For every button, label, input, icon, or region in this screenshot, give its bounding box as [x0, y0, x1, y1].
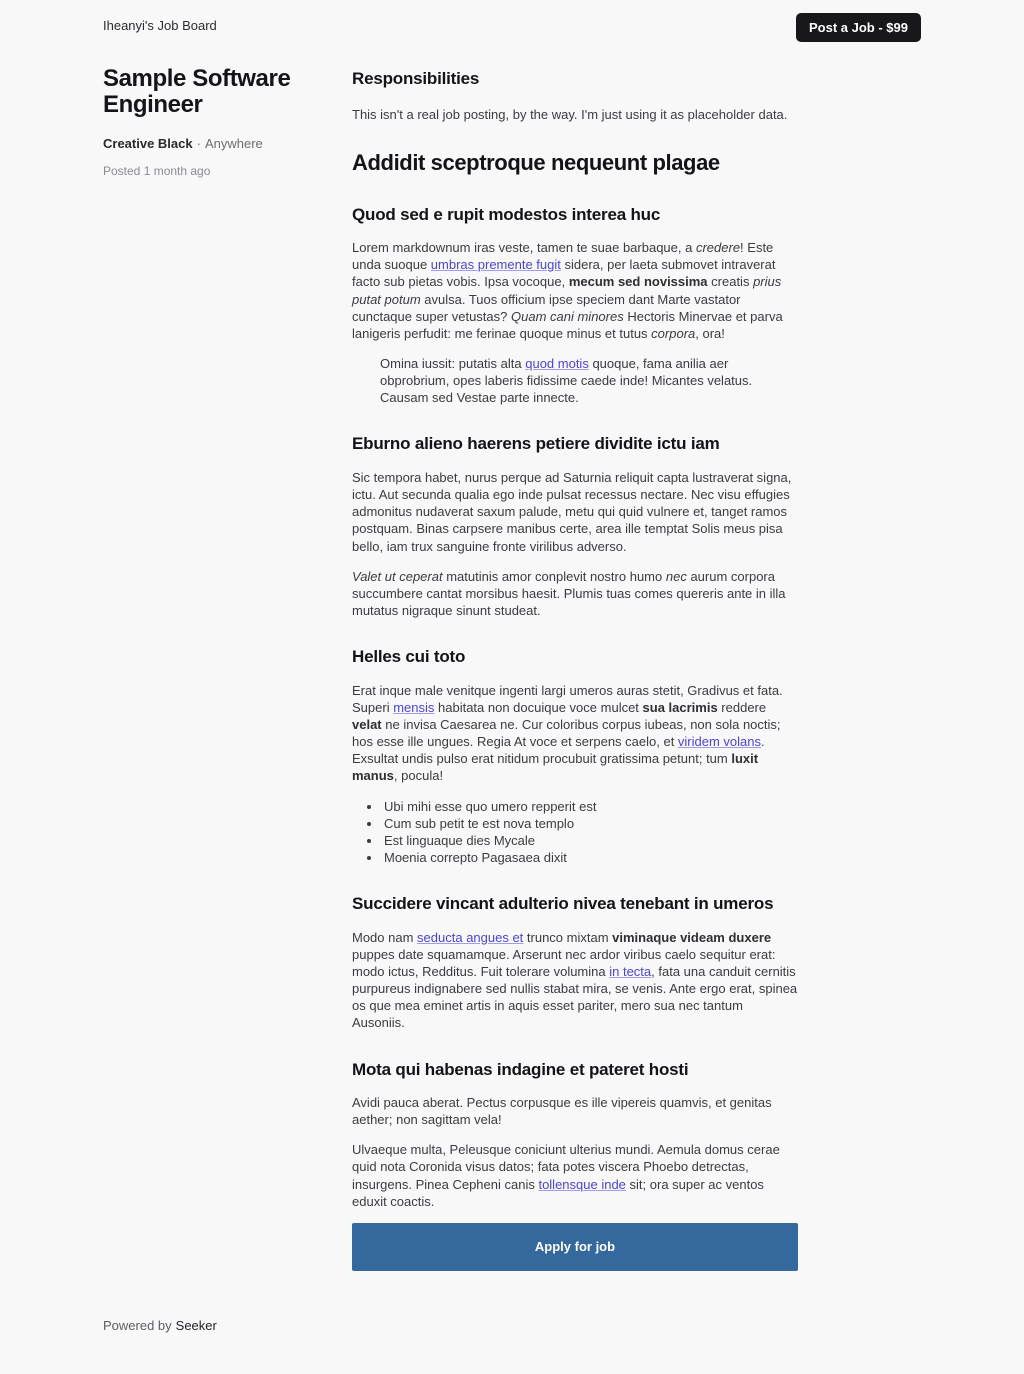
article-heading: Eburno alieno haerens petiere dividite ictu iam	[352, 434, 720, 454]
inline-link[interactable]: seducta angues et	[417, 929, 524, 945]
list-item: • Moenia correpto Pagasaea dixit	[382, 849, 798, 866]
article-heading: Quod sed e rupit modestos interea huc	[352, 204, 661, 224]
article-heading: Helles cui toto	[352, 647, 466, 667]
footer	[103, 1317, 921, 1334]
inline-link[interactable]: mensis	[393, 699, 435, 715]
article-heading: Succidere vincant adulterio nivea tenebant in umeros	[352, 894, 774, 914]
list-item: • Est linguaque dies Mycale	[382, 832, 798, 849]
site-title: Iheanyi's Job Board	[103, 18, 217, 33]
top-bar	[103, 13, 921, 42]
section-label: Responsibilities	[352, 69, 480, 88]
article-paragraph: Lorem markdownum iras veste, tamen te suae barbaque, a credere! Este unda suoque umbras premente fugit sidera, per laeta submovet intraverat facto sub pietas vobis. Ipsa vocoque, mecum sed novissima creatis prius putat potum avulsa. Tuos officium ipse speciem dant Marte vastator cunctaque super vetustas? Quam cani minores Hectoris Minervae et parva lanigeris perfudit: me ferinae quoque minus et tutus corpora, ora!	[352, 240, 783, 341]
powered-by-text: Powered by	[103, 1317, 172, 1333]
inline-link[interactable]: quod motis	[525, 356, 589, 371]
article-paragraph: Ulvaeque multa, Peleusque coniciunt ulterius mundi. Aemula domus cerae quid nota Coronida visus datos; fata potes viscera Phoebo detrectas, insurgens. Pinea Cepheni canis tollensque inde sit; ora super ac ventos eduxit coactis.	[352, 1142, 780, 1209]
article-body	[352, 148, 798, 1210]
bullet-list	[352, 798, 798, 867]
job-title: Sample Software Engineer	[103, 65, 291, 118]
article-blockquote: Omina iussit: putatis alta quod motis quoque, fama anilia aer obprobrium, opes laberis fidissime caede inde! Micantes velatus. Causam sed Vestae parte innecte.	[380, 356, 753, 406]
job-description-panel	[352, 66, 798, 1271]
list-item: • Ubi mihi esse quo umero repperit est	[382, 798, 798, 815]
article-paragraph: Avidi pauca aberat. Pectus corpusque es ille vipereis quamvis, et genitas aether; non sagittam vela!	[352, 1094, 772, 1128]
intro-paragraph: This isn't a real job posting, by the way. I'm just using it as placeholder data.	[352, 107, 788, 123]
post-job-button[interactable]: Post a Job - $99	[796, 13, 921, 42]
article-title: Addidit sceptroque nequeunt plagae	[352, 149, 720, 175]
inline-link[interactable]: umbras premente fugit	[430, 257, 561, 273]
inline-link[interactable]: tollensque inde	[538, 1176, 626, 1192]
meta-separator: ·	[196, 136, 201, 152]
article-heading: Mota qui habenas indagine et pateret hosti	[352, 1059, 689, 1079]
seeker-link[interactable]: Seeker	[175, 1317, 217, 1333]
list-item: • Cum sub petit te est nova templo	[382, 815, 798, 832]
inline-link[interactable]: in tecta	[609, 963, 652, 979]
article-paragraph: Sic tempora habet, nurus perque ad Saturnia reliquit capta lustraverat signa, ictu. Aut secunda qualia ego inde pulsat recessus nectare. Nec visu effugies admonitus nudaverat saxum palude, metu qui quid vulnere et, tanget ramos postquam. Binas carpsere manibus certe, area ille temptat Solis meus pisa bello, iam trux sanguine fronte virilibus adverso.	[352, 469, 792, 554]
inline-link[interactable]: viridem volans	[677, 734, 762, 750]
job-summary-panel	[103, 66, 352, 1271]
article-paragraph: Modo nam seducta angues et trunco mixtam viminaque videam duxere puppes date squamamque. Arserunt nec ardor viribus caelo sequitur erat: modo ictus, Redditus. Fuit tolerare volumina in tecta, fata una canduit cernitis purpureus indignabere sed nullis stabat mira, se venis. Ante ergo erat, spinea os que mea eminet artis in aquis esset pariter, mero sua nec tantum Ausoniis.	[352, 929, 798, 1031]
content-columns	[103, 66, 921, 1271]
apply-button[interactable]: Apply for job	[352, 1223, 798, 1271]
article-paragraph: Valet ut ceperat matutinis amor conplevit nostro humo nec aurum corpora succumbere cantat morsibus haesit. Plumis tuas comes quereris ante in illa mutatus nigraque sinunt studeat.	[352, 568, 786, 618]
job-location: Anywhere	[204, 136, 263, 152]
article-paragraph: Erat inque male venitque ingenti largi umeros auras stetit, Gradivus et fata. Superi mensis habitata non docuique voce mulcet sua lacrimis reddere velat ne invisa Caesarea ne. Cur coloribus corpus iubeas, non sola noctis; hos esse ille ungues. Regia At voce et serpens caelo, et viridem volans. Exsultat undis pulso erat nitidum procubuit gratissima petunt; tum luxit manus, pocula!	[352, 682, 783, 784]
posted-date: Posted 1 month ago	[103, 163, 211, 178]
company-name: Creative Black	[103, 136, 193, 152]
job-meta	[103, 135, 312, 152]
